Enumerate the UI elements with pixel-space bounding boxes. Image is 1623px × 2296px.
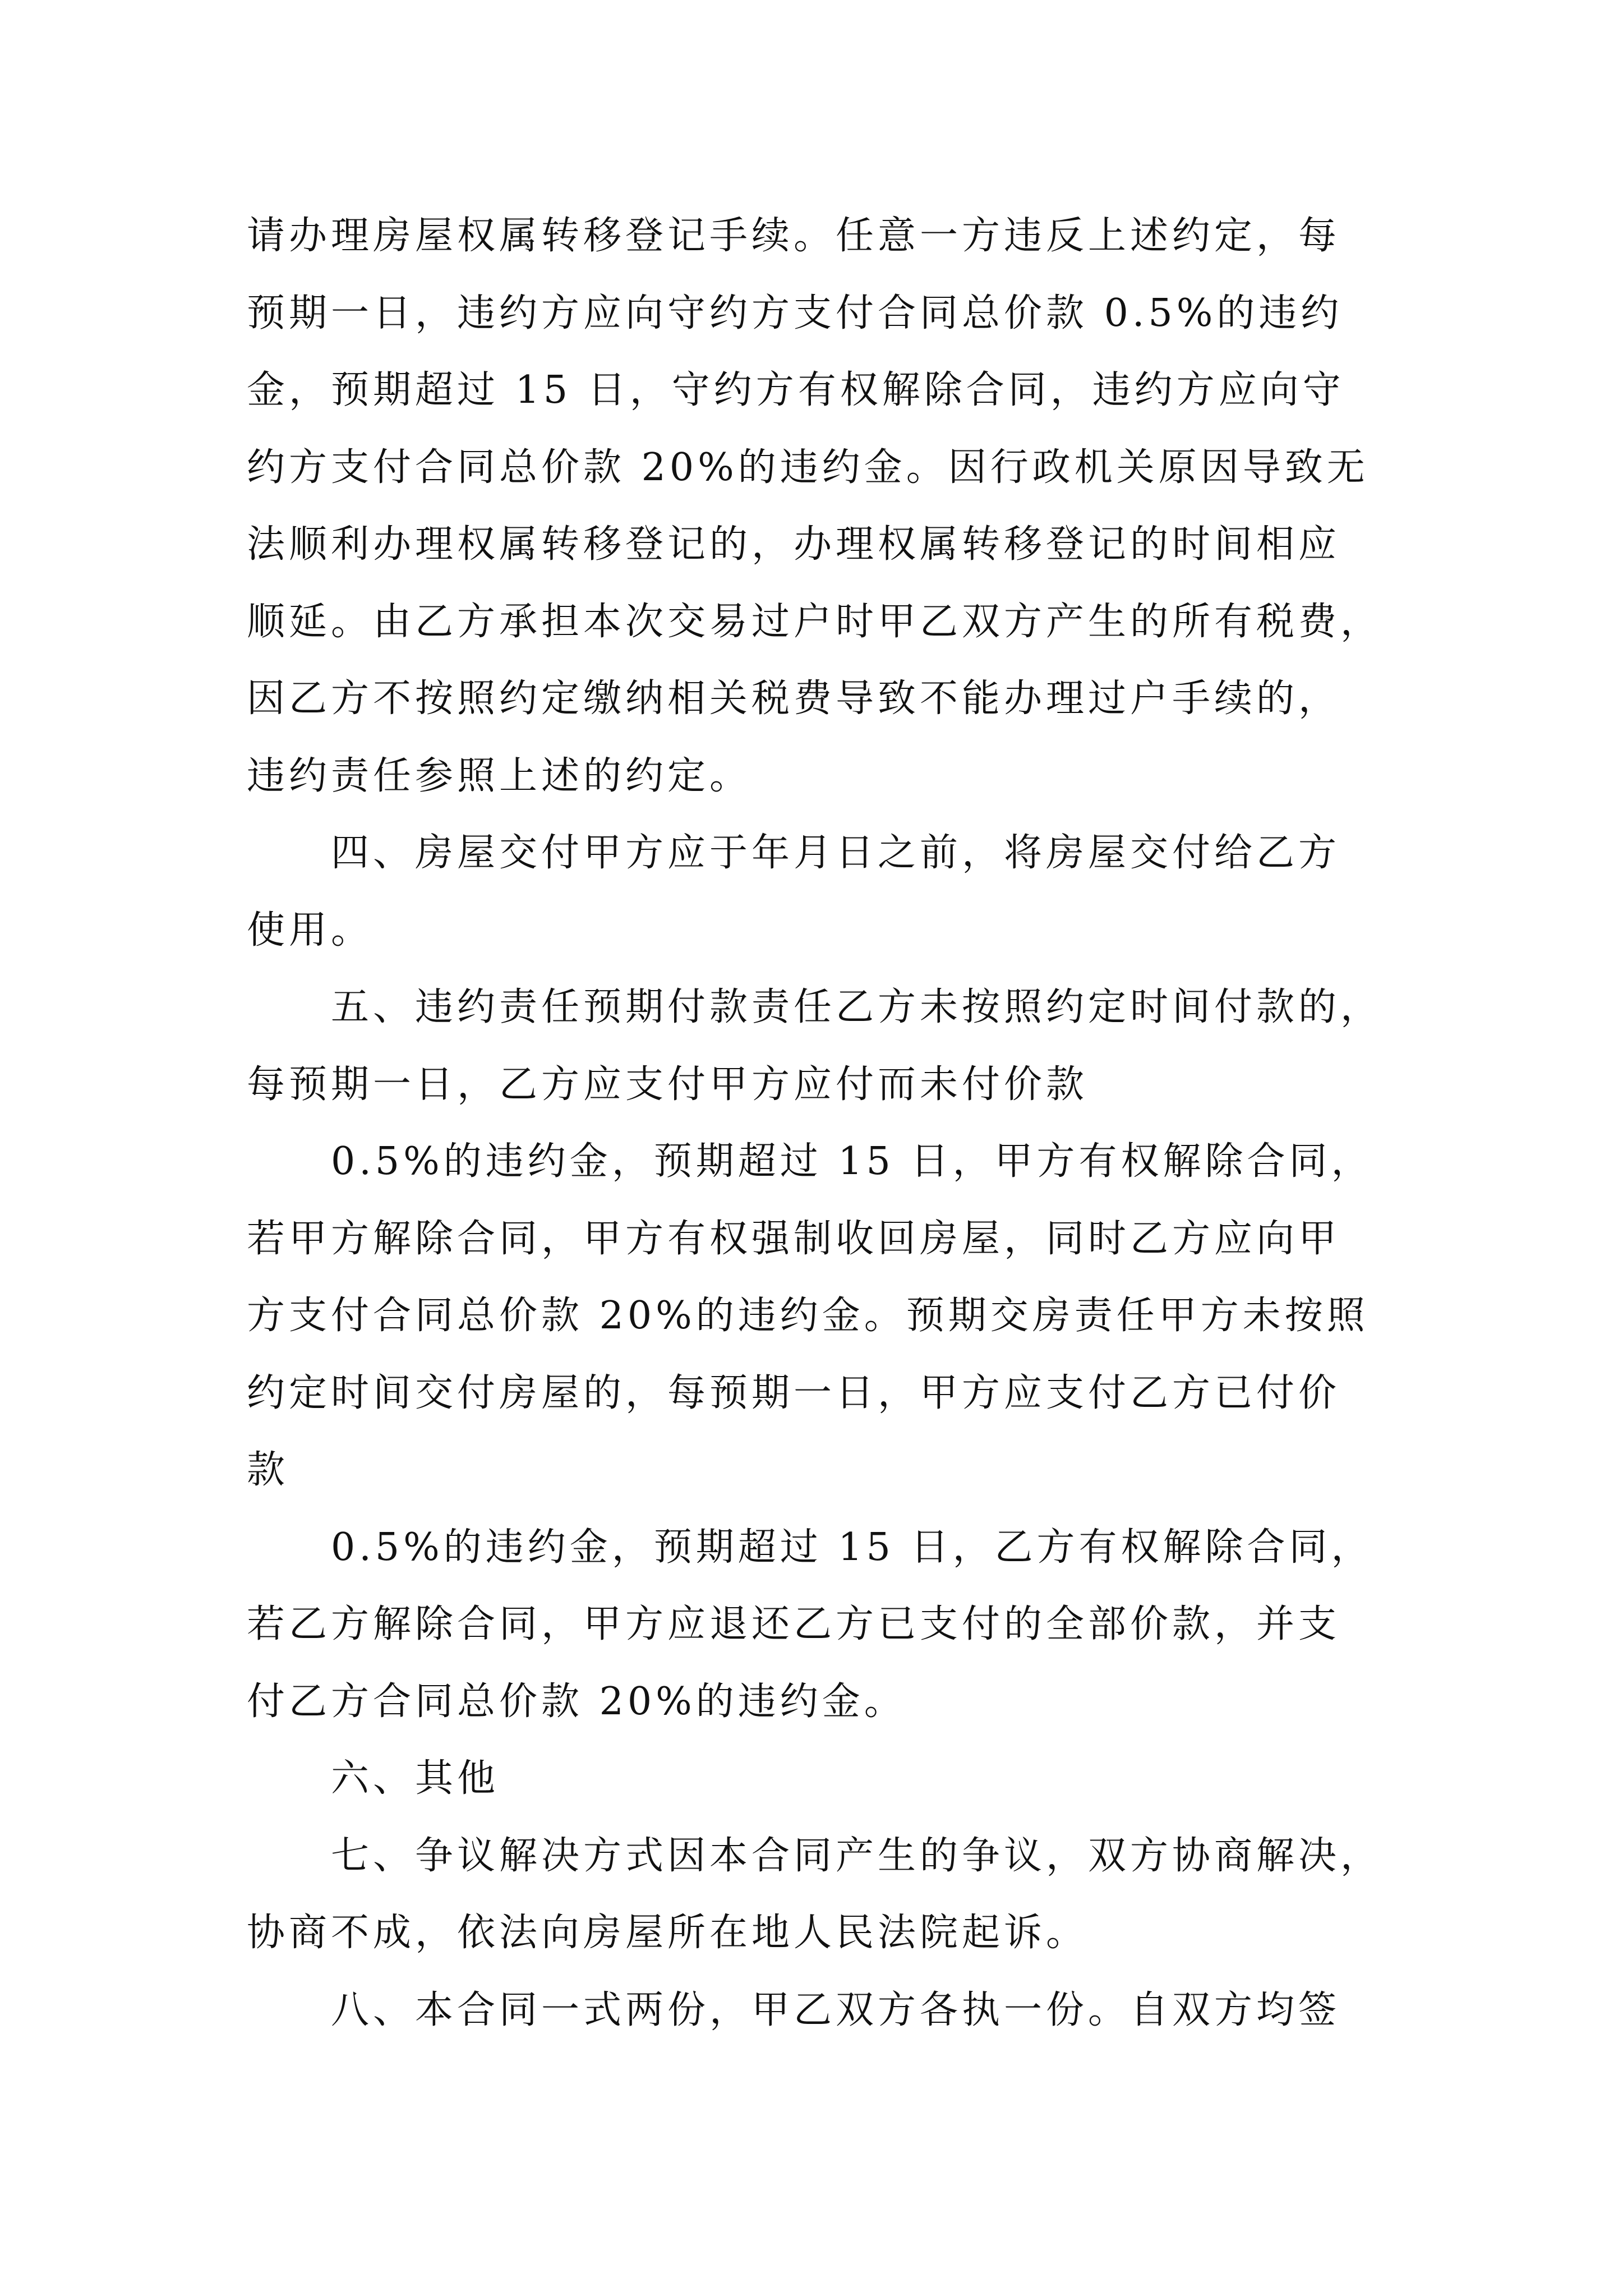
text-line: 若乙方解除合同，甲方应退还乙方已支付的全部价款，并支 bbox=[247, 1602, 1341, 1646]
text-line: 违约责任参照上述的约定。 bbox=[247, 753, 752, 798]
text-line: 七、争议解决方式因本合同产生的争议，双方协商解决， bbox=[331, 1833, 1383, 1878]
paragraph-late-delivery-penalty bbox=[247, 1509, 1380, 1741]
text-line: 若甲方解除合同，甲方有权强制收回房屋，同时乙方应向甲 bbox=[247, 1216, 1341, 1261]
text-line: 每预期一日，乙方应支付甲方应付而未付价款 bbox=[247, 1062, 1089, 1107]
text-line: 约方支付合同总价款 20%的违约金。因行政机关原因导致无 bbox=[247, 445, 1369, 490]
text-line: 方支付合同总价款 20%的违约金。预期交房责任甲方未按照 bbox=[247, 1294, 1369, 1338]
text-line: 法顺利办理权属转移登记的，办理权属转移登记的时间相应 bbox=[247, 522, 1341, 567]
paragraph-registration-terms bbox=[247, 197, 1383, 815]
text-line: 四、房屋交付甲方应于年月日之前，将房屋交付给乙方 bbox=[331, 831, 1341, 875]
text-line: 协商不成，依法向房屋所在地人民法院起诉。 bbox=[247, 1911, 1089, 1955]
text-line: 约定时间交付房屋的，每预期一日，甲方应支付乙方已付价 bbox=[247, 1370, 1341, 1415]
text-line: 八、本合同一式两份，甲乙双方各执一份。自双方均签 bbox=[331, 1987, 1341, 2032]
text-line: 因乙方不按照约定缴纳相关税费导致不能办理过户手续的， bbox=[247, 677, 1341, 721]
text-line: 预期一日，违约方应向守约方支付合同总价款 0.5%的违约 bbox=[247, 291, 1343, 335]
text-line: 款 bbox=[247, 1448, 289, 1492]
text-line: 0.5%的违约金，预期超过 15 日，甲方有权解除合同， bbox=[331, 1139, 1373, 1184]
text-line: 请办理房屋权属转移登记手续。任意一方违反上述约定，每 bbox=[247, 214, 1341, 258]
paragraph-section-8-copies bbox=[247, 1972, 1380, 2049]
paragraph-section-7-disputes bbox=[247, 1818, 1383, 1972]
text-line: 顺延。由乙方承担本次交易过户时甲乙双方产生的所有税费， bbox=[247, 599, 1383, 644]
text-line: 付乙方合同总价款 20%的违约金。 bbox=[247, 1679, 906, 1724]
text-line: 金，预期超过 15 日，守约方有权解除合同，违约方应向守 bbox=[247, 368, 1345, 412]
paragraph-section-6-other bbox=[247, 1740, 1380, 1818]
paragraph-section-4-delivery bbox=[247, 815, 1380, 969]
text-line: 使用。 bbox=[247, 908, 374, 953]
paragraph-late-payment-penalty bbox=[247, 1123, 1380, 1509]
section-heading: 六、其他 bbox=[331, 1756, 500, 1801]
paragraph-section-5-liability bbox=[247, 969, 1383, 1123]
contract-body bbox=[247, 197, 1383, 2049]
text-line: 0.5%的违约金，预期超过 15 日，乙方有权解除合同， bbox=[331, 1525, 1373, 1570]
text-line: 五、违约责任预期付款责任乙方未按照约定时间付款的， bbox=[331, 985, 1383, 1029]
